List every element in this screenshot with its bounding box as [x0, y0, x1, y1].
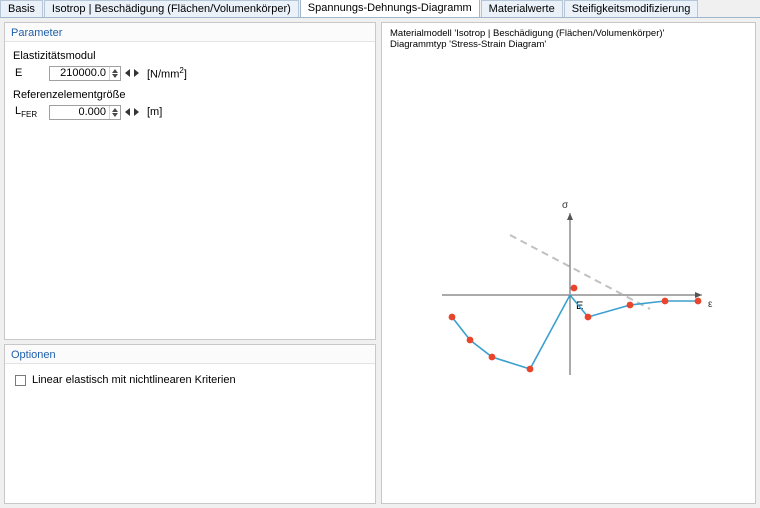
- chart-ylabel: σ: [562, 200, 569, 211]
- previous-value-icon[interactable]: [125, 69, 130, 77]
- elastizitaetsmodul-input[interactable]: [50, 67, 109, 80]
- elastizitaetsmodul-spinner[interactable]: [109, 67, 120, 80]
- chart-origin-label: E: [576, 300, 584, 312]
- referenzelementgroesse-nav[interactable]: [123, 108, 141, 116]
- options-panel: [4, 344, 376, 504]
- elastizitaetsmodul-nav[interactable]: [123, 69, 141, 77]
- spinner-down-icon[interactable]: [112, 74, 118, 78]
- diagram-caption-line2: Diagrammtyp 'Stress-Strain Diagram': [390, 39, 547, 50]
- spinner-down-icon[interactable]: [112, 113, 118, 117]
- elastizitaetsmodul-field-label: E: [15, 67, 23, 79]
- stress-strain-chart[interactable]: [382, 45, 755, 503]
- referenzelementgroesse-spinner[interactable]: [109, 106, 120, 119]
- chart-xlabel: ε: [708, 299, 713, 310]
- spinner-up-icon[interactable]: [112, 69, 118, 73]
- tab-materialwerte[interactable]: Materialwerte: [481, 0, 563, 17]
- previous-value-icon[interactable]: [125, 108, 130, 116]
- linear-elastic-label: Linear elastisch mit nichtlinearen Kriterien: [32, 374, 236, 386]
- diagram-caption-line1: Materialmodell 'Isotrop | Beschädigung (Flächen/Volumenkörper)': [390, 28, 665, 39]
- referenzelementgroesse-row: [15, 104, 375, 120]
- panel-divider: [5, 41, 375, 42]
- diagram-panel: [381, 22, 756, 504]
- elastizitaetsmodul-input-wrapper[interactable]: [49, 66, 121, 81]
- elastizitaetsmodul-label: Elastizitätsmodul: [13, 50, 96, 62]
- tab-basis[interactable]: Basis: [0, 0, 43, 17]
- tab-steifigkeitsmodifizierung[interactable]: Steifigkeitsmodifizierung: [564, 0, 699, 17]
- referenzelementgroesse-label: Referenzelementgröße: [13, 89, 126, 101]
- next-value-icon[interactable]: [134, 108, 139, 116]
- linear-elastic-option-row[interactable]: [15, 374, 375, 386]
- referenzelementgroesse-unit: [m]: [147, 106, 163, 118]
- tab-spannungs-dehnungs-diagramm[interactable]: Spannungs-Dehnungs-Diagramm: [300, 0, 480, 17]
- tangent-dashed-line: [510, 235, 650, 309]
- spinner-up-icon[interactable]: [112, 108, 118, 112]
- referenzelementgroesse-input[interactable]: [50, 106, 109, 119]
- referenzelementgroesse-input-wrapper[interactable]: [49, 105, 121, 120]
- elastizitaetsmodul-row: [15, 65, 375, 81]
- chart-data-points: [449, 285, 702, 373]
- referenzelementgroesse-subscript: FER: [21, 110, 38, 120]
- options-panel-title: Optionen: [5, 345, 375, 363]
- linear-elastic-checkbox[interactable]: [15, 375, 26, 386]
- next-value-icon[interactable]: [134, 69, 139, 77]
- elastizitaetsmodul-unit: $[N/mm^2]$: [147, 65, 187, 81]
- panel-divider: [5, 363, 375, 364]
- tab-isotrop-beschaedigung[interactable]: Isotrop | Beschädigung (Flächen/Volumenkörper): [44, 0, 299, 17]
- parameter-panel-title: Parameter: [5, 23, 375, 41]
- referenzelementgroesse-field-label: $L_{FER}$: [15, 104, 38, 120]
- parameter-panel: [4, 22, 376, 340]
- tab-bar: [0, 0, 760, 18]
- chart-axes: [442, 213, 702, 375]
